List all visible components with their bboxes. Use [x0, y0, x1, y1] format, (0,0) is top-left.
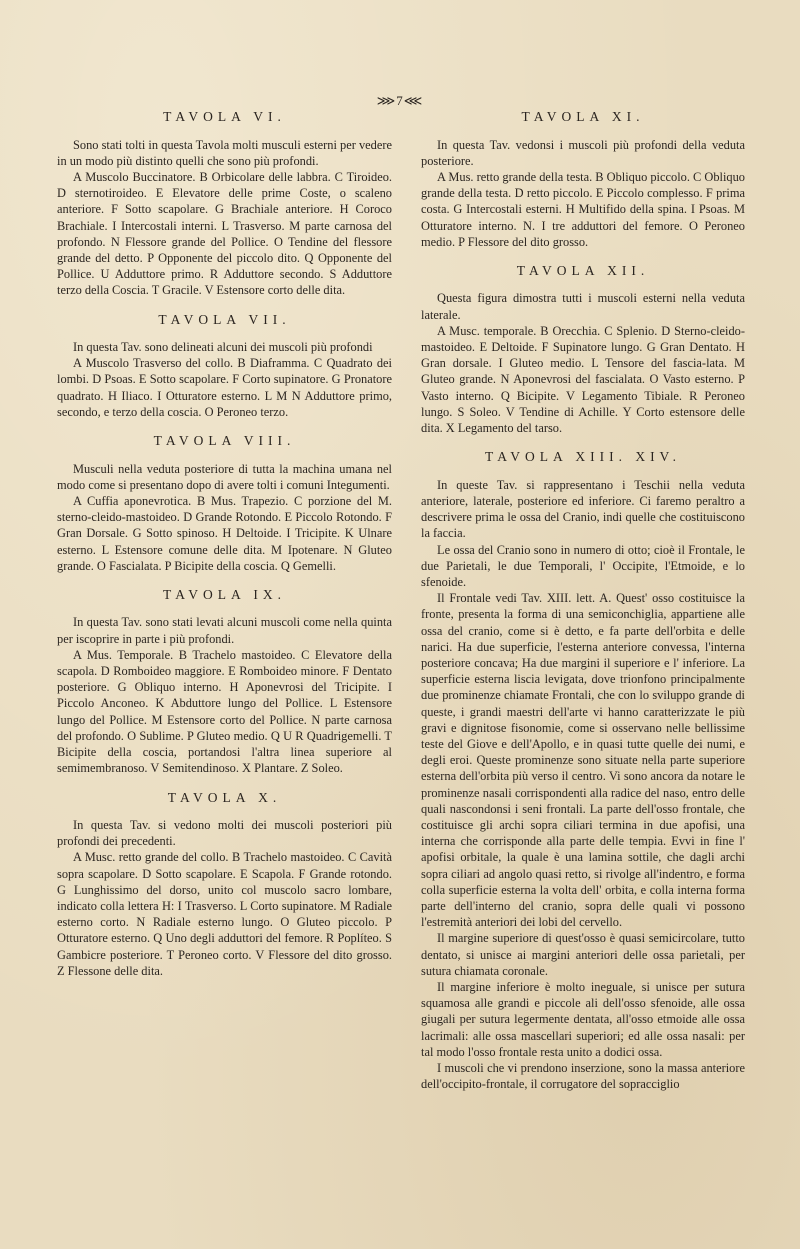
paragraph: A Muscolo Buccinatore. B Orbicolare delle labbra. C Tiroideo. D sternotiroideo. E Elevatore delle prime Coste, o scaleno anteriore. F Sotto scapolare. G Brachiale anteriore. H Coroco Brachiale. I Intercostali interni. L Trasverso. M parte carnosa del profondo. N Flessore grande del Pollice. O Tendine del flessore grande del detto. P Opponente del piccolo dito. Q Opponente del Pollice. U Adduttore primo. R Adduttore secondo. S Adduttore terzo della Coscia. T Gracile. V Estensore corto delle dita.: [57, 169, 392, 298]
paragraph: A Mus. retto grande della testa. B Obliquo piccolo. C Obliquo grande della testa. D retto piccolo. E Piccolo complesso. F prima costa. G Intercostali esterni. H Multifido della spina. I Psoas. M Otturatore interno. N. I tre adduttori del femore. O Peroneo medio. P Flessore del dito grosso.: [421, 169, 745, 249]
paragraph: In questa Tav. si vedono molti dei muscoli posteriori più profondi dei precedenti.: [57, 818, 392, 849]
section-heading: TAVOLA XII.: [516, 262, 650, 278]
section-heading: TAVOLA VI.: [163, 109, 286, 124]
section-heading: TAVOLA X.: [167, 789, 282, 805]
left-column: [57, 110, 392, 993]
paragraph: A Musc. retto grande del collo. B Trachelo mastoideo. C Cavità sopra scapolare. D Sotto scapolare. E Scapola. F Grande rotondo. G Lunghissimo del dorso, unito col muscolo sacro lombare, indicato colla lettera H: I Trasverso. L Corto supinatore. M Radiale esterno corto. N Radiale esterno lungo. O Gluteo piccolo. P Otturatore esterno. Q Uno degli adduttori del femore. R Poplíteo. S Gambicre posteriore. T Peroneo corto. V Flessore del dito grosso. Z Flessone delle dita.: [57, 850, 392, 978]
section-tavola-ix: [57, 588, 392, 777]
paragraph: Questa figura dimostra tutti i muscoli esterni nella veduta laterale.: [421, 291, 745, 322]
section-heading: TAVOLA VII.: [158, 311, 291, 327]
page-number-ornament-left: ⋙: [376, 93, 397, 108]
paragraph: I muscoli che vi prendono inserzione, sono la massa anteriore dell'occipito-frontale, il corrugatore del sopracciglio: [421, 1061, 745, 1092]
paragraph: In questa Tav. sono stati levati alcuni muscoli come nella quinta per iscoprire in parte i più profondi.: [57, 615, 392, 646]
paragraph: In questa Tav. sono delineati alcuni dei muscoli più profondi: [73, 340, 373, 355]
section-heading: TAVOLA XI.: [521, 109, 645, 124]
page-number: [0, 93, 800, 109]
paragraph: In queste Tav. si rappresentano i Teschii nella veduta anteriore, laterale, posteriore ed inferiore. Ci faremo peraltro a descrivere prima le ossa del Cranio, indi quelle che costituiscono la faccia.: [421, 477, 745, 541]
paragraph: A Musc. temporale. B Orecchia. C Splenio. D Sterno-cleido-mastoideo. E Deltoide. F Supinatore lungo. G Gran Dentato. H Gran dorsale. I Gluteo medio. L Tensore del fascia-lata. M Gluteo grande. N Aponevrosi del fascialata. O Vasto esterno. P Vasto interno. Q Bicipite. V Legamento Tibiale. R Peroneo lungo. S Soleo. V Tendine di Achille. Y Corto estensore delle dita. X Legamento del tarso.: [421, 323, 745, 436]
section-tavola-xi: [421, 110, 745, 250]
paragraph: In questa Tav. vedonsi i muscoli più profondi della veduta posteriore.: [421, 137, 745, 168]
right-column: [421, 110, 745, 1106]
paragraph: Il margine inferiore è molto ineguale, si unisce per sutura squamosa alle grandi e piccole ali dell'osso sfenoide, alle ossa giugali per sutura legermente dentata, all'osso etmoide alle ossa lacrimali: alle ossa mascellari superiori; ed alle ossa nasali: per tal modo l'osso frontale resta unito a dodici ossa.: [421, 980, 745, 1059]
paragraph: A Cuffia aponevrotica. B Mus. Trapezio. C porzione del M. sterno-cleido-mastoideo. D Grande Rotondo. E Piccolo Rotondo. F Gran Dorsale. G Sotto spinoso. H Deltoide. I Tricipite. K Ulnare esterno. L Estensore comune delle dita. M Ipotenare. N Gluteo grande. O Fascialata. P Bicipite della coscia. Q Gemelli.: [57, 493, 392, 573]
section-tavola-vi: [57, 110, 392, 299]
section-tavola-xii: [421, 264, 745, 436]
section-tavola-viii: [57, 434, 392, 574]
page-number-ornament-right: ⋘: [403, 93, 424, 108]
paragraph: Le ossa del Cranio sono in numero di otto; cioè il Frontale, le due Parietali, le due Temporali, l' Occipite, l'Etmoide, e lo sfenoide.: [421, 542, 745, 589]
paragraph: A Muscolo Trasverso del collo. B Diaframma. C Quadrato dei lombi. D Psoas. E Sotto scapolare. F Corto supinatore. G Pronatore quadrato. H Iliaco. I Otturatore esterno. L M N Adduttore primo, secondo, e terzo della coscia. O Peroneo terzo.: [57, 356, 392, 419]
section-tavola-vii: [57, 313, 392, 421]
paragraph: Il Frontale vedi Tav. XIII. lett. A. Quest' osso costituisce la fronte, presenta la forma di una semiconchiglia, appartiene alle ossa del cranio, come si è detto, e fa parte dell'orbita e delle narici. Ha due superficie, l'esterna anteriore convessa, l'interna posteriore concava; Ha due margini il superiore e l' inferiore. La superficie esterna liscia levigata, dove trionfono principalmente due prominenze chiamate Frontali, che con lo sviluppo grande di queste, i grandi maestri dell'arte vi hanno caratterizzate le più gravi e dignitose fisonomie, come si osservano nelle bellissime teste del Giove e dell'Apollo, e in quasi tutte quelle dei numi, e degli eroi. Queste prominenze sono situate nella parte superiore esterna dell'orbita più verso il centro. Vi sono ancora da notare le prominenze nasali corrispondenti alla radice del naso, entro delle quali nascondonsi i seni frontali. La parte dell'osso frontale, che costituisce gli archi sopra ciliari termina in due apofisi, una interna che corrisponde alla parte delle tempia. Evvi in fine l' apofisi orbitale, la quale è una lamina sottile, che dagli archi sopra ciliari ad angolo quasi retto, si rivolge all'indentro, e forma colla superficie esterna la volta dell' orbita, e colla interna forma parte dell'interno del cranio, sopra delle quali vi possono l'estremità anteriori dei lobi del cervello.: [421, 591, 745, 930]
section-heading: TAVOLA XIII. XIV.: [485, 449, 681, 465]
paragraph: Il margine superiore di quest'osso è quasi semicircolare, tutto dentato, si unisce ai margini anteriori delle ossa parietali, per sutura chiamata coronale.: [421, 931, 745, 978]
paragraph: Musculi nella veduta posteriore di tutta la machina umana nel modo come si presentano dopo di avere tolti i comuni Integumenti.: [57, 461, 392, 492]
section-heading: TAVOLA IX.: [163, 586, 286, 602]
section-tavola-xiii-xiv: [421, 450, 745, 1092]
paragraph: A Mus. Temporale. B Trachelo mastoideo. C Elevatore della scapola. D Romboideo maggiore. E Romboideo minore. F Dentato posteriore. G Obliquo interno. H Aponevrosi del Tricipite. I Piccolo Anconeo. K Abduttore lungo del Pollice. L Estensore lungo del Pollice. M Estensore corto del Pollice. N parte carnosa del profondo. O Sublime. P Gluteo medio. Q U R Quadrigemelli. T Bicipite della coscia, portandosi l'altra linea superiore al semimembranoso. V Semitendinoso. X Plantare. Z Soleo.: [57, 647, 392, 776]
section-heading: TAVOLA VIII.: [153, 433, 296, 449]
page-number-value: 7: [396, 93, 404, 108]
section-tavola-x: [57, 791, 392, 980]
paragraph: Sono stati tolti in questa Tavola molti musculi esterni per vedere in un modo più distinto quelli che sono più profondi.: [57, 137, 392, 168]
